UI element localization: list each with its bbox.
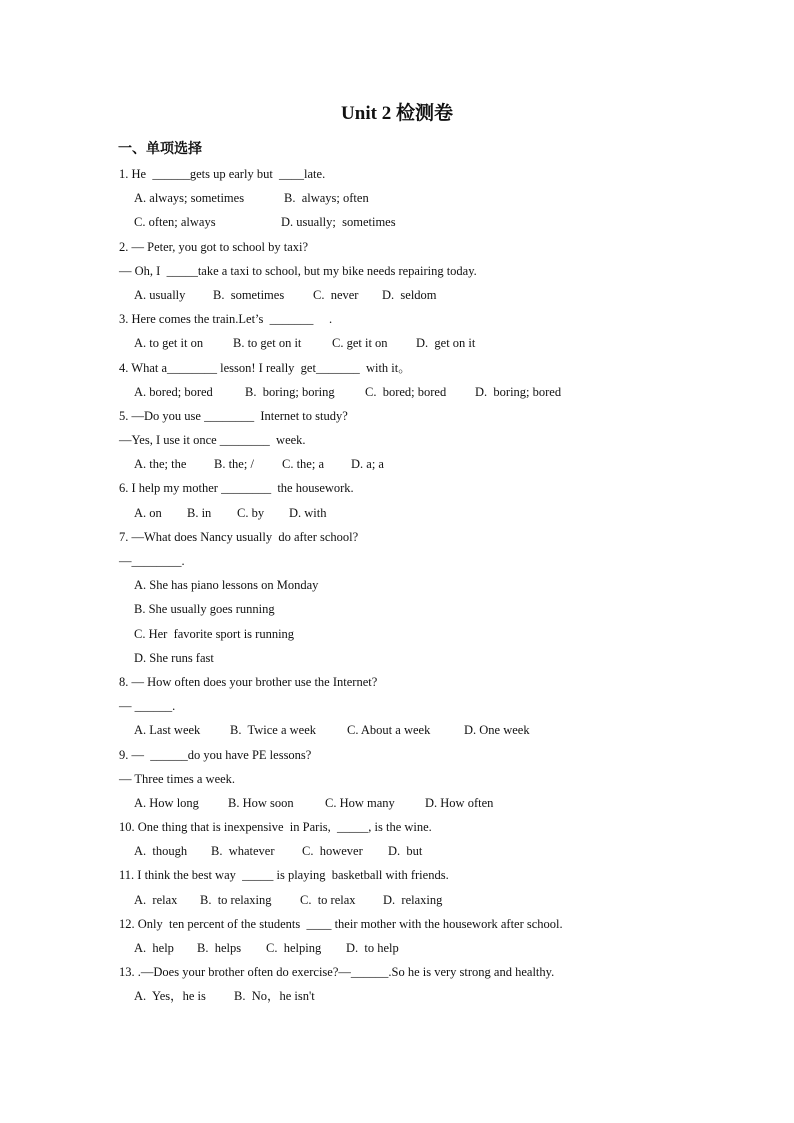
answer-option: A. Last week [134, 723, 201, 738]
answer-option: C. How many [325, 795, 395, 810]
answer-option: A. though [134, 844, 188, 859]
question-line: 12. Only ten percent of the students ____ their mother with the housework after school. [119, 916, 563, 931]
answer-option: C. About a week [347, 723, 431, 738]
answer-option: A. to get it on [134, 336, 204, 351]
question-list [119, 162, 719, 1009]
answer-option-line: D. She runs fast [134, 650, 214, 665]
answer-option: D. How often [425, 795, 494, 810]
question-line: 8. — How often does your brother use the Internet? [119, 674, 378, 689]
answer-option: B. helps [197, 941, 242, 955]
question-line: 13. .—Does your brother often do exercise?—______.So he is very strong and healthy. [119, 965, 555, 980]
answer-option: C. however [302, 844, 363, 859]
answer-option: B. No，he isn't [234, 989, 315, 1004]
answer-option: A. Yes，he is [134, 989, 206, 1004]
options-line [119, 718, 719, 742]
question-line: 2. — Peter, you got to school by taxi? [119, 239, 309, 254]
options-line [119, 791, 719, 815]
options-line [119, 936, 719, 960]
question-line: 11. I think the best way _____ is playing basketball with friends. [119, 868, 449, 883]
question-line: — ______. [119, 699, 176, 714]
question-line: — Oh, I _____take a taxi to school, but my bike needs repairing today. [119, 263, 477, 278]
answer-option: D. seldom [382, 287, 437, 302]
options-line [119, 210, 719, 234]
answer-option: C. bored; bored [365, 384, 447, 399]
section-heading: 一、单项选择 [118, 142, 202, 157]
answer-option: C. never [313, 287, 359, 302]
answer-option: A. relax [134, 892, 178, 907]
answer-option: D. with [289, 505, 327, 520]
answer-option: D. usually; sometimes [281, 215, 396, 230]
question-line: — Three times a week. [119, 771, 236, 786]
answer-option: B. whatever [211, 844, 275, 859]
answer-option: D. but [388, 844, 423, 859]
answer-option: D. relaxing [383, 892, 443, 907]
question-line: —Yes, I use it once ________ week. [119, 433, 306, 448]
answer-option: D. to help [346, 941, 399, 955]
answer-option: C. often; always [134, 215, 216, 230]
answer-option: B. always; often [284, 191, 369, 206]
question-line: —________. [119, 554, 185, 568]
answer-option: B. in [187, 505, 212, 520]
options-line [119, 331, 719, 355]
question-line: 10. One thing that is inexpensive in Paris, _____, is the wine. [119, 820, 432, 835]
answer-option: B. the; / [214, 457, 254, 472]
answer-option: D. a; a [351, 457, 384, 472]
answer-option: A. bored; bored [134, 384, 213, 399]
options-line [119, 452, 719, 476]
question-line: 9. — ______do you have PE lessons? [119, 747, 312, 762]
answer-option-line: C. Her favorite sport is running [134, 626, 295, 641]
question-line: 5. —Do you use ________ Internet to study? [119, 408, 348, 423]
answer-option: B. boring; boring [245, 384, 335, 399]
options-line [119, 984, 719, 1008]
answer-option: C. the; a [282, 457, 325, 472]
question-line: 7. —What does Nancy usually do after school? [119, 529, 359, 544]
question-line: 3. Here comes the train.Let’s _______ . [119, 312, 333, 327]
answer-option: D. get on it [416, 336, 476, 351]
answer-option: A. help [134, 941, 174, 955]
answer-option-line: A. She has piano lessons on Monday [134, 578, 319, 593]
page-title: Unit 2 检测卷 [341, 103, 453, 124]
question-line: 6. I help my mother ________ the housework. [119, 481, 354, 496]
answer-option: D. One week [464, 723, 530, 738]
options-line [119, 186, 719, 210]
answer-option: A. usually [134, 287, 186, 302]
answer-option: A. the; the [134, 457, 187, 472]
answer-option: B. to get on it [233, 336, 302, 351]
answer-option: A. on [134, 505, 162, 520]
answer-option-line: B. She usually goes running [134, 602, 275, 617]
options-line [119, 380, 719, 404]
question-line: 4. What a________ lesson! I really get_______ with it。 [119, 360, 411, 375]
answer-option: B. How soon [228, 795, 294, 810]
options-line [119, 283, 719, 307]
answer-option: B. sometimes [213, 287, 285, 302]
answer-option: C. get it on [332, 336, 388, 351]
options-line [119, 888, 719, 912]
options-line [119, 501, 719, 525]
answer-option: C. by [237, 505, 265, 520]
answer-option: B. Twice a week [230, 723, 317, 738]
question-line: 1. He ______gets up early but ____late. [119, 167, 326, 181]
answer-option: A. always; sometimes [134, 191, 245, 206]
answer-option: A. How long [134, 795, 199, 810]
options-line [119, 839, 719, 863]
answer-option: D. boring; bored [475, 384, 562, 399]
answer-option: C. helping [266, 941, 322, 955]
answer-option: B. to relaxing [200, 892, 272, 907]
answer-option: C. to relax [300, 892, 356, 907]
